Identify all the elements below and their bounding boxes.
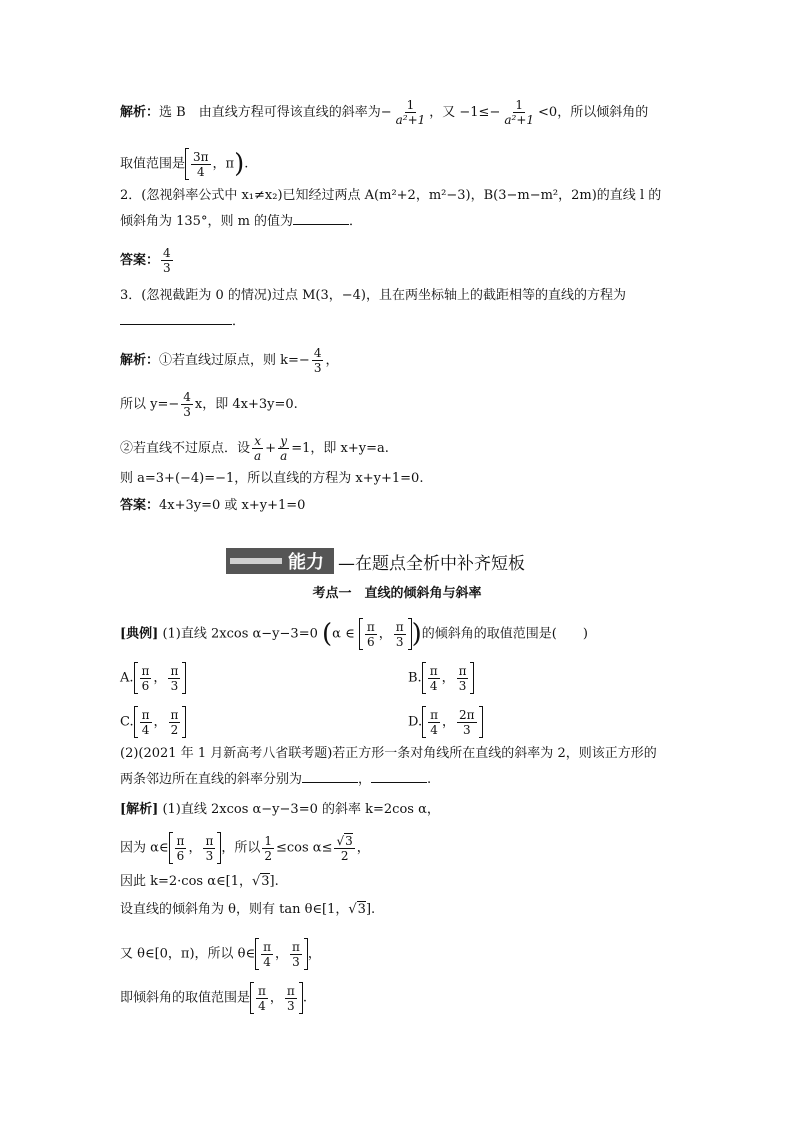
- radical: √: [336, 833, 345, 848]
- answer-blank: [120, 324, 232, 325]
- text: ].: [269, 874, 279, 889]
- denominator: 2: [340, 848, 349, 863]
- numerator: π: [170, 663, 179, 678]
- example-tag: [典例]: [120, 626, 159, 642]
- numerator: π: [141, 663, 150, 678]
- numerator: π: [141, 707, 150, 722]
- analysis-line-3: [120, 872, 279, 892]
- denominator: a: [280, 449, 288, 463]
- banner-label-box: [226, 548, 334, 574]
- text: 2．(忽视斜率公式中 x₁≠x₂)已知经过两点 A(m²+2，m²−3)，B(3−m−m²，2m)的直线 l 的: [120, 188, 662, 203]
- text: −: [489, 105, 501, 120]
- solution-tag: 解析：: [120, 105, 160, 120]
- analysis-line-1: [120, 800, 440, 820]
- radicand: 3: [261, 874, 270, 889]
- text: ≤cos α≤: [276, 840, 333, 856]
- bracket-left: [134, 706, 138, 738]
- fraction: [175, 834, 187, 863]
- fraction: [140, 664, 152, 693]
- numerator: 1: [406, 98, 415, 112]
- question-2-line-2: [120, 212, 362, 232]
- text: (1)直线 2xcos α−y−3=0 的斜率 k=2cos α，: [162, 802, 440, 817]
- numerator: π: [458, 663, 467, 678]
- radicand: 3: [357, 902, 366, 917]
- denominator: 6: [141, 678, 150, 693]
- fraction: [457, 708, 477, 737]
- bracket-left: [169, 832, 173, 864]
- fraction: [394, 98, 428, 127]
- analysis-line-6: [120, 982, 307, 1014]
- fraction: [285, 984, 297, 1013]
- question-3-answer: [120, 496, 305, 516]
- fraction: [181, 390, 193, 419]
- section-banner: [226, 548, 525, 574]
- denominator: 3: [292, 954, 300, 969]
- question-3-line-2: [120, 312, 245, 332]
- text: .: [244, 156, 249, 172]
- fraction: [365, 620, 377, 649]
- text: ②若直线不过原点．设: [120, 441, 251, 456]
- numerator: 2π: [459, 707, 475, 722]
- answer-text: 4x+3y=0 或 x+y+1=0: [159, 498, 306, 513]
- option-b[interactable]: [408, 662, 474, 694]
- text: <0，所以倾斜角的: [538, 105, 649, 120]
- numerator: y: [280, 434, 288, 448]
- text: −: [380, 105, 392, 120]
- text: ，: [275, 946, 289, 962]
- banner-stripe: [230, 558, 282, 564]
- denominator: 3: [183, 405, 191, 419]
- analysis-tag: [解析]: [120, 802, 159, 817]
- bracket-right: [470, 662, 474, 694]
- option-label: C.: [120, 714, 134, 730]
- text: ．: [232, 314, 246, 329]
- fraction: [256, 984, 268, 1013]
- answer-label: 答案：: [120, 253, 160, 268]
- text: 倾斜角为 135°，则 m 的值为: [120, 214, 294, 229]
- option-c[interactable]: [120, 706, 186, 738]
- text: 又 θ∈[0，π)，所以 θ∈: [120, 946, 256, 962]
- bracket-left: [359, 618, 363, 650]
- text: 设直线的倾斜角为 θ，则有 tan θ∈[1，: [120, 902, 349, 917]
- analysis-line-2: [120, 832, 370, 864]
- text: +: [265, 441, 277, 456]
- numerator: π: [286, 983, 295, 998]
- solution-line-1: [120, 98, 648, 127]
- question-3-line-1: [120, 286, 626, 306]
- denominator: 6: [176, 848, 185, 863]
- banner-subtitle: —在题点全析中补齐短板: [338, 553, 525, 574]
- fraction: [334, 834, 354, 863]
- numerator: π: [292, 939, 300, 954]
- radicand: 3: [345, 833, 353, 848]
- text: 取值范围是: [120, 156, 186, 172]
- text: 因为 α∈: [120, 840, 169, 856]
- text: ，又 −1≤: [429, 105, 490, 120]
- numerator: π: [263, 939, 272, 954]
- fraction: [191, 150, 211, 179]
- numerator: π: [430, 707, 438, 722]
- question-2-line-1: [120, 186, 661, 206]
- text: ，所以: [221, 840, 261, 856]
- denominator: 2: [170, 722, 179, 737]
- text: (1)直线 2xcos α−y−3=0: [162, 626, 318, 642]
- fraction: [502, 98, 536, 127]
- bracket-left: [134, 662, 138, 694]
- text: ，: [153, 714, 167, 730]
- fraction: [394, 620, 406, 649]
- text: .: [302, 990, 307, 1006]
- bracket-right: [479, 706, 483, 738]
- bracket-left: [250, 982, 254, 1014]
- numerator: [334, 834, 354, 849]
- fraction: [428, 664, 440, 693]
- answer-blank: [302, 782, 358, 783]
- text: ，: [325, 353, 339, 368]
- paren-right: ): [234, 149, 245, 179]
- numerator: 4: [163, 246, 171, 260]
- text: ．: [349, 214, 363, 229]
- denominator: 3: [395, 634, 404, 649]
- analysis-line-4: [120, 900, 375, 920]
- fraction: [278, 434, 289, 463]
- text: 即倾斜角的取值范围是: [120, 990, 251, 1006]
- fraction: [161, 246, 173, 275]
- text: 选 B 由直线方程可得该直线的斜率为: [159, 105, 381, 120]
- denominator: 3: [205, 848, 214, 863]
- section-heading: 考点一 直线的倾斜角与斜率: [312, 586, 482, 601]
- option-label: A.: [120, 670, 134, 686]
- option-label: D.: [408, 714, 423, 730]
- text: 两条邻边所在直线的斜率分别为: [120, 772, 303, 787]
- denominator: 4: [430, 722, 438, 737]
- bracket-right: [182, 706, 186, 738]
- denominator: 3: [163, 261, 171, 275]
- fraction: [428, 708, 440, 737]
- text: (2)(2021 年 1 月新高考八省联考题)若正方形一条对角线所在直线的斜率为 2，则该正方形的: [120, 746, 657, 761]
- text: x，即 4x+3y=0.: [194, 397, 298, 412]
- bracket-left: [422, 706, 426, 738]
- denominator: a: [254, 449, 262, 463]
- paren-left: (: [322, 619, 333, 649]
- denominator: 6: [366, 634, 375, 649]
- text: 所以 y=−: [120, 397, 180, 412]
- radical: √: [251, 874, 261, 889]
- denominator: 4: [429, 678, 438, 693]
- question-2-answer: [120, 246, 175, 275]
- denominator: 2: [264, 848, 272, 863]
- fraction: [261, 940, 273, 969]
- question-3-solution-1: [120, 346, 338, 375]
- solution-tag: 解析：: [120, 353, 160, 368]
- text: ，: [188, 840, 202, 856]
- numerator: 1: [515, 98, 524, 112]
- text: ，π: [212, 156, 235, 172]
- denominator: 3: [170, 678, 179, 693]
- text: ，: [441, 714, 455, 730]
- numerator: π: [258, 983, 266, 998]
- fraction: [252, 434, 263, 463]
- bracket-left: [185, 148, 189, 180]
- fraction: [312, 346, 324, 375]
- numerator: 4: [313, 346, 322, 360]
- answer-blank: [371, 782, 427, 783]
- question-3-solution-2: [120, 390, 298, 419]
- denominator: 3: [458, 678, 467, 693]
- denominator: 4: [196, 164, 205, 179]
- text: 的倾斜角的取值范围是( ): [421, 626, 588, 642]
- text: =1，即 x+y=a.: [291, 441, 389, 456]
- numerator: π: [205, 833, 214, 848]
- text: ，: [378, 626, 392, 642]
- fraction: [262, 834, 274, 863]
- answer-label: 答案：: [120, 498, 160, 513]
- radical: √: [348, 902, 357, 917]
- text: 3．(忽视截距为 0 的情况)过点 M(3，−4)，且在两坐标轴上的截距相等的直线的方程为: [120, 288, 626, 303]
- denominator: a²+1: [395, 113, 426, 127]
- text: ，: [269, 990, 283, 1006]
- denominator: 4: [258, 998, 266, 1013]
- numerator: π: [429, 663, 438, 678]
- bracket-left: [255, 938, 259, 970]
- paren-right: ): [411, 619, 422, 649]
- numerator: 1: [264, 833, 272, 848]
- numerator: π: [395, 619, 404, 634]
- denominator: 4: [141, 722, 150, 737]
- denominator: a²+1: [504, 113, 535, 127]
- example-part-2-line-1: [120, 744, 657, 764]
- text: α ∈: [332, 626, 355, 642]
- text: .: [427, 772, 432, 787]
- numerator: π: [176, 833, 185, 848]
- numerator: 4: [183, 390, 191, 404]
- fraction: [140, 708, 152, 737]
- banner-label: 能力: [288, 552, 324, 573]
- text: ①若直线过原点，则 k=−: [159, 353, 310, 368]
- text: ，: [307, 946, 321, 962]
- denominator: 3: [462, 722, 471, 737]
- text: ，: [358, 772, 372, 787]
- fraction: [290, 940, 302, 969]
- denominator: 4: [263, 954, 271, 969]
- text: ].: [365, 902, 376, 917]
- option-d[interactable]: [408, 706, 483, 738]
- fraction: [457, 664, 469, 693]
- denominator: 3: [313, 361, 322, 375]
- fraction: [169, 708, 181, 737]
- analysis-line-5: [120, 938, 321, 970]
- fraction: [203, 834, 215, 863]
- solution-line-2: [120, 148, 248, 180]
- numerator: π: [170, 707, 179, 722]
- fraction: [168, 664, 180, 693]
- question-3-solution-4: [120, 469, 423, 489]
- text: ，: [356, 840, 370, 856]
- text: ，: [153, 670, 167, 686]
- text: 因此 k=2·cos α∈[1，: [120, 874, 252, 889]
- numerator: x: [254, 434, 261, 448]
- example-line-1: [120, 618, 588, 650]
- numerator: π: [366, 619, 375, 634]
- text: 则 a=3+(−4)=−1，所以直线的方程为 x+y+1=0.: [120, 471, 424, 486]
- text: ，: [441, 670, 455, 686]
- numerator: 3π: [193, 149, 209, 164]
- denominator: 3: [287, 998, 295, 1013]
- option-label: B.: [408, 670, 422, 686]
- option-a[interactable]: [120, 662, 186, 694]
- answer-blank: [293, 224, 349, 225]
- question-3-solution-3: [120, 434, 389, 463]
- example-part-2-line-2: [120, 770, 431, 790]
- bracket-left: [422, 662, 426, 694]
- bracket-right: [182, 662, 186, 694]
